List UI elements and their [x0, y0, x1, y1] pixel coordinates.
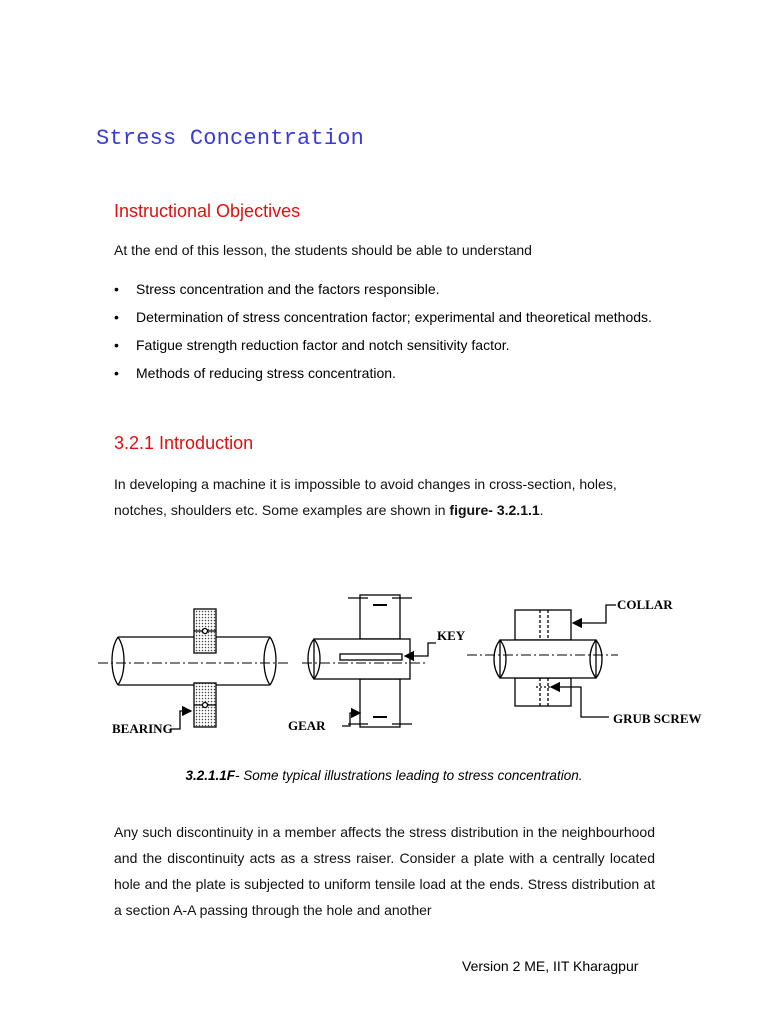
bullet-icon: •: [114, 281, 119, 297]
list-item-text: Methods of reducing stress concentration.: [136, 365, 396, 381]
objectives-list: [114, 276, 674, 388]
collar-grubscrew-diagram: [467, 605, 618, 717]
figure-caption-id: 3.2.1.1F: [185, 768, 236, 783]
bullet-icon: •: [114, 309, 119, 325]
list-item: [114, 360, 674, 386]
list-item: [114, 276, 674, 302]
bearing-diagram: [98, 609, 290, 729]
bullet-icon: •: [114, 337, 119, 353]
page-title: Stress Concentration: [96, 126, 365, 151]
page-footer: Version 2 ME, IIT Kharagpur: [462, 958, 639, 974]
introduction-paragraph: [114, 471, 659, 523]
list-item-text: Stress concentration and the factors responsible.: [136, 281, 440, 297]
objectives-heading: Instructional Objectives: [114, 201, 301, 221]
list-item-text: Fatigue strength reduction factor and notch sensitivity factor.: [136, 337, 510, 353]
collar-label: COLLAR: [617, 597, 673, 612]
bearing-label: BEARING: [112, 721, 173, 736]
figure-reference: figure- 3.2.1.1: [449, 502, 540, 518]
grub-screw-label: GRUB SCREW: [613, 711, 702, 726]
list-item: [114, 304, 674, 330]
gear-key-diagram: [302, 595, 436, 727]
objectives-intro: At the end of this lesson, the students should be able to understand: [114, 242, 532, 258]
list-item-text: Determination of stress concentration factor; experimental and theoretical methods.: [136, 309, 652, 325]
figure-caption: [0, 768, 768, 783]
introduction-text: In developing a machine it is impossible to avoid changes in cross-section, holes, notches, shoulders etc. Some examples are shown in: [114, 476, 617, 518]
gear-label: GEAR: [288, 718, 326, 733]
bullet-icon: •: [114, 365, 119, 381]
list-item: [114, 332, 674, 358]
key-label: KEY: [437, 628, 466, 643]
stress-concentration-figure: [90, 583, 730, 743]
introduction-text-end: .: [539, 502, 544, 518]
figure-caption-text: - Some typical illustrations leading to stress concentration.: [235, 768, 583, 783]
introduction-heading: 3.2.1 Introduction: [114, 433, 254, 453]
body-paragraph: Any such discontinuity in a member affects the stress distribution in the neighbourhood and the discontinuity acts as a stress raiser. Consider a plate with a centrally located hole and the plate is subjected to uniform tensile load at the ends. Stress distribution at a section A-A passing through the hole and another: [114, 824, 655, 918]
